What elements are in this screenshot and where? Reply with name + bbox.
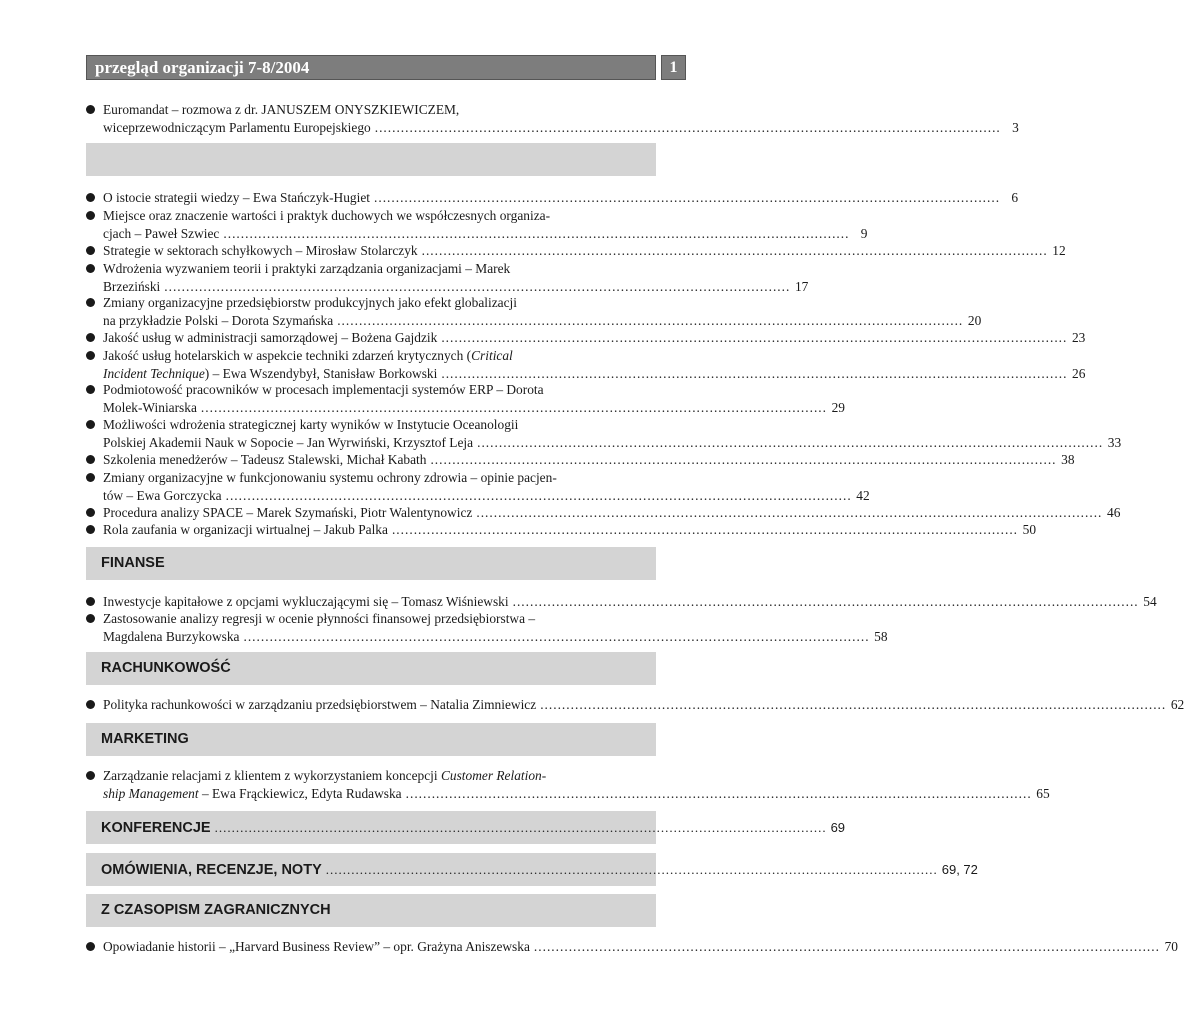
toc-entry[interactable] [86,469,870,504]
toc-entry[interactable] [86,381,845,416]
toc-entry[interactable] [86,347,1086,382]
leader-dots: ................................................................................................................................................ [243,628,870,644]
entry-line: Zastosowanie analizy regresji w ocenie płynności finansowej przedsiębiorstwa – [103,611,536,626]
bullet-icon [86,246,95,255]
bullet-icon [86,700,95,709]
entry-page: 46 [1107,505,1121,520]
section-bar-finanse [86,547,656,580]
entry-line: Euromandat – rozmowa z dr. JANUSZEM ONYSZKIEWICZEM, [103,102,460,117]
toc-entry[interactable] [86,938,1178,956]
entry-line: Wdrożenia wyzwaniem teorii i praktyki zarządzania organizacjami – Marek [103,261,511,276]
toc-entry[interactable] [86,451,1075,469]
entry-page: 29 [831,399,845,415]
entry-line: Opowiadanie historii – „Harvard Business Review” – opr. Grażyna Aniszewska [103,939,530,954]
entry-page: 12 [1052,243,1066,258]
entry-line: Magdalena Burzykowska [103,628,240,644]
leader-dots: ................................................................................................................................................ [225,487,852,503]
entry-page: 33 [1107,434,1122,450]
toc-entry[interactable] [86,610,888,645]
toc-entry[interactable] [86,504,1121,522]
bullet-icon [86,942,95,951]
section-bar-unlabeled [86,143,656,176]
leader-dots: ................................................................................................................................................ [441,365,1068,381]
entry-line: Brzeziński [103,278,161,294]
entry-line: Jakość usług hotelarskich w aspekcie techniki zdarzeń krytycznych (Critical [103,348,513,363]
entry-page: 9 [860,225,868,241]
toc-entry[interactable] [86,767,1050,802]
leader-dots: ................................................................................................................................................ [405,785,1032,801]
entry-page: 58 [874,628,888,644]
leader-dots: ................................................................................................................................................ [476,505,1103,520]
entry-line: ship Management – Ewa Frąckiewicz, Edyta Rudawska [103,785,402,801]
leader-dots: ................................................................................................................................................ [512,594,1139,609]
leader-dots: ................................................................................................................................................ [374,119,1001,135]
bullet-icon [86,298,95,307]
bullet-icon [86,473,95,482]
toc-entry[interactable] [86,242,1066,260]
bullet-icon [86,385,95,394]
leader-dots: ................................................................................................................................................ [391,522,1019,537]
leader-dots: ................................................................................................................................................ [337,312,964,328]
entry-line: na przykładzie Polski – Dorota Szymańska [103,312,334,328]
toc-entry[interactable] [86,189,1019,207]
entry-line: Strategie w sektorach schyłkowych – Mirosław Stolarczyk [103,243,418,258]
leader-dots: ................................................................................................................................................ [374,190,1001,205]
toc-entry[interactable] [86,521,1037,539]
entry-line: Szkolenia menedżerów – Tadeusz Stalewski, Michał Kabath [103,452,427,467]
entry-line: wiceprzewodniczącym Parlamentu Europejskiego [103,119,371,135]
entry-line: O istocie strategii wiedzy – Ewa Stańczyk-Hugiet [103,190,370,205]
toc-entry[interactable] [86,329,1086,347]
toc-entry[interactable] [86,101,1019,136]
toc-entry[interactable] [86,207,868,242]
entry-page: 42 [856,487,870,503]
entry-page: 50 [1022,522,1037,537]
leader-dots: ................................................................................................................................................ [325,861,938,877]
leader-dots: ................................................................................................................................................ [533,939,1160,954]
bullet-icon [86,211,95,220]
entry-page: 23 [1071,330,1086,345]
leader-dots: ................................................................................................................................................ [421,243,1048,258]
bullet-icon [86,105,95,114]
leader-dots: ................................................................................................................................................ [164,278,791,294]
entry-line: Podmiotowość pracowników w procesach implementacji systemów ERP – Dorota [103,382,544,397]
entry-line: Zmiany organizacyjne w funkcjonowaniu systemu ochrony zdrowia – opinie pacjen- [103,470,557,485]
section-title: KONFERENCJE [101,819,211,836]
section-title: RACHUNKOWOŚĆ [101,660,231,676]
journal-title: przegląd organizacji 7-8/2004 [95,58,310,77]
entry-line: Procedura analizy SPACE – Marek Szymański, Piotr Walentynowicz [103,505,473,520]
bullet-icon [86,508,95,517]
entry-page: 65 [1036,785,1050,801]
entry-page: 26 [1072,365,1086,381]
toc-entry[interactable] [86,593,1157,611]
leader-dots: ................................................................................................................................................ [477,434,1104,450]
page-number: 1 [661,55,686,80]
section-bar-rachunkowosc [86,652,656,685]
entry-line: Rola zaufania w organizacji wirtualnej – Jakub Palka [103,522,388,537]
bullet-icon [86,351,95,360]
bullet-icon [86,264,95,273]
entry-page: 54 [1143,594,1157,609]
section-bar-omowienia[interactable] [86,853,978,886]
bullet-icon [86,333,95,342]
entry-page: 17 [794,278,809,294]
entry-line: Polskiej Akademii Nauk w Sopocie – Jan Wyrwiński, Krzysztof Leja [103,434,474,450]
bullet-icon [86,193,95,202]
italic-term: Critical [471,348,513,363]
leader-dots: ................................................................................................................................................ [214,819,827,835]
entry-line: Polityka rachunkowości w zarządzaniu przedsiębiorstwem – Natalia Zimniewicz [103,697,537,712]
leader-dots: ................................................................................................................................................ [200,399,827,415]
section-page: 69 [830,820,846,835]
bullet-icon [86,420,95,429]
entry-page: 3 [1012,119,1019,135]
bullet-icon [86,525,95,534]
toc-entry[interactable] [86,696,1184,714]
toc-entry[interactable] [86,294,982,329]
entry-line: Inwestycje kapitałowe z opcjami wykluczającymi się – Tomasz Wiśniewski [103,594,509,609]
entry-line: Zmiany organizacyjne przedsiębiorstw produkcyjnych jako efekt globalizacji [103,295,517,310]
section-title: MARKETING [101,731,189,747]
entry-page: 6 [1011,190,1019,205]
entry-line: Molek-Winiarska [103,399,197,415]
bullet-icon [86,614,95,623]
entry-line: tów – Ewa Gorczycka [103,487,222,503]
entry-line: Miejsce oraz znaczenie wartości i praktyk duchowych we współczesnych organiza- [103,208,551,223]
toc-entry[interactable] [86,260,809,295]
entry-line: Możliwości wdrożenia strategicznej karty wyników w Instytucie Oceanologii [103,417,519,432]
leader-dots: ................................................................................................................................................ [540,697,1167,712]
bullet-icon [86,771,95,780]
section-bar-marketing [86,723,656,756]
section-bar-z-czasopism [86,894,656,927]
section-title: OMÓWIENIA, RECENZJE, NOTY [101,861,322,878]
entry-page: 20 [967,312,982,328]
entry-line: Jakość usług w administracji samorządowej – Bożena Gajdzik [103,330,438,345]
entry-line: cjach – Paweł Szwiec [103,225,220,241]
entry-page: 62 [1170,697,1184,712]
section-page: 69, 72 [941,862,978,877]
journal-header-bar [86,55,656,80]
toc-entry[interactable] [86,416,1122,451]
entry-line: Zarządzanie relacjami z klientem z wykorzystaniem koncepcji Customer Relation- [103,768,547,783]
entry-page: 70 [1164,939,1178,954]
entry-line: Incident Technique) – Ewa Wszendybył, Stanisław Borkowski [103,365,438,381]
section-bar-konferencje[interactable] [86,811,846,844]
entry-page: 38 [1061,452,1075,467]
section-title: Z CZASOPISM ZAGRANICZNYCH [101,902,331,918]
leader-dots: ................................................................................................................................................ [430,452,1057,467]
leader-dots: ................................................................................................................................................ [441,330,1068,345]
bullet-icon [86,455,95,464]
bullet-icon [86,597,95,606]
leader-dots: ................................................................................................................................................ [223,225,850,241]
section-title: FINANSE [101,555,165,571]
